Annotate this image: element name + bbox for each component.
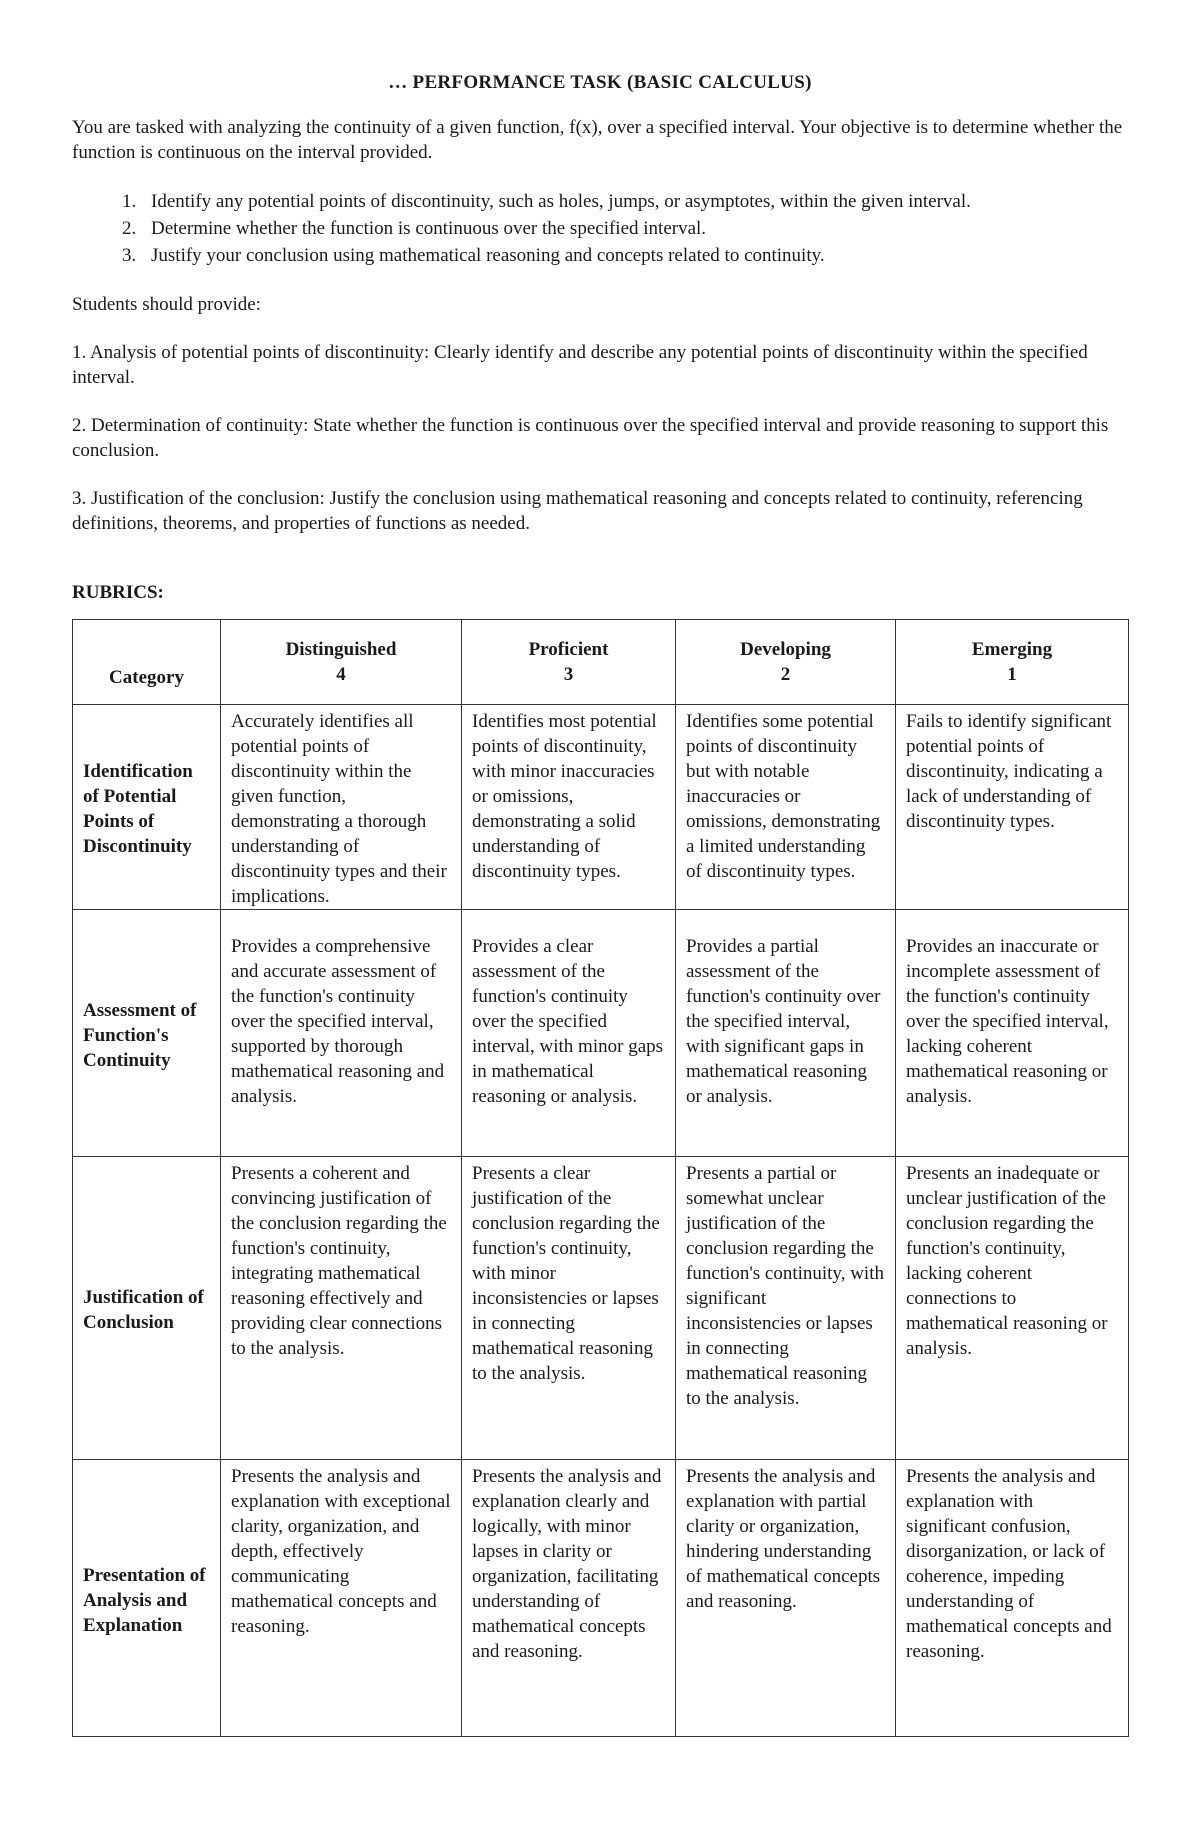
page-title: … PERFORMANCE TASK (BASIC CALCULUS) <box>388 72 812 93</box>
criterion-cell: Presents the analysis and explanation with exceptional clarity, organization, and depth, effectively communicating mathematical concepts and reasoning. <box>221 1460 462 1737</box>
criterion-cell: Presents the analysis and explanation with significant confusion, disorganization, or lack of coherence, impeding understanding of mathematical concepts and reasoning. <box>896 1460 1129 1737</box>
requirement-paragraph: 2. Determination of continuity: State whether the function is continuous over the specified interval and provide reasoning to support this conclusion. <box>72 415 1109 461</box>
rubric-row-presentation <box>73 1460 1129 1737</box>
document-page <box>72 70 1128 1737</box>
criterion-cell: Presents the analysis and explanation clearly and logically, with minor lapses in clarity or organization, facilitating understanding of mathematical concepts and reasoning. <box>462 1460 676 1737</box>
level-header-developing <box>676 620 896 705</box>
level-header-proficient <box>462 620 676 705</box>
criterion-cell: Provides a clear assessment of the function's continuity over the specified interval, with minor gaps in mathematical reasoning or analysis. <box>462 910 676 1157</box>
criterion-cell: Presents a clear justification of the conclusion regarding the function's continuity, with minor inconsistencies or lapses in connecting mathematical reasoning to the analysis. <box>462 1157 676 1460</box>
criterion-cell: Identifies some potential points of discontinuity but with notable inaccuracies or omissions, demonstrating a limited understanding of discontinuity types. <box>676 705 896 910</box>
rubric-row-identification <box>73 705 1129 910</box>
category-cell: Assessment of Function's Continuity <box>73 910 221 1157</box>
level-name: Distinguished <box>285 639 397 660</box>
level-name: Developing <box>740 639 831 660</box>
criterion-cell: Provides an inaccurate or incomplete assessment of the function's continuity over the specified interval, lacking coherent mathematical reasoning or analysis. <box>896 910 1129 1157</box>
category-cell: Justification of Conclusion <box>73 1157 221 1460</box>
level-score: 2 <box>780 664 791 685</box>
requirement-paragraph: 1. Analysis of potential points of discontinuity: Clearly identify and describe any potential points of discontinuity within the specified interval. <box>72 342 1088 388</box>
category-cell: Presentation of Analysis and Explanation <box>73 1460 221 1737</box>
level-score: 1 <box>1007 664 1017 685</box>
rubric-row-justification <box>73 1157 1129 1460</box>
task-item: 2. Determine whether the function is continuous over the specified interval. <box>141 215 1128 242</box>
level-header-emerging <box>896 620 1129 705</box>
level-name: Proficient <box>528 639 609 660</box>
criterion-cell: Provides a comprehensive and accurate assessment of the function's continuity over the specified interval, supported by thorough mathematical reasoning and analysis. <box>221 910 462 1157</box>
task-item: 1. Identify any potential points of discontinuity, such as holes, jumps, or asymptotes, within the given interval. <box>141 188 1128 215</box>
rubric-table <box>72 619 1129 1737</box>
students-label: Students should provide: <box>72 294 261 315</box>
criterion-cell: Presents the analysis and explanation with partial clarity or organization, hindering understanding of mathematical concepts and reasoning. <box>676 1460 896 1737</box>
criterion-cell: Identifies most potential points of discontinuity, with minor inaccuracies or omissions, demonstrating a solid understanding of discontinuity types. <box>462 705 676 910</box>
criterion-cell: Presents a partial or somewhat unclear justification of the conclusion regarding the function's continuity, with significant inconsistencies or lapses in connecting mathematical reasoning to the analysis. <box>676 1157 896 1460</box>
level-score: 3 <box>563 664 574 685</box>
rubric-row-assessment <box>73 910 1129 1157</box>
rubric-header-row <box>73 620 1129 705</box>
criterion-cell: Fails to identify significant potential points of discontinuity, indicating a lack of understanding of discontinuity types. <box>896 705 1129 910</box>
level-name: Emerging <box>971 639 1053 660</box>
task-item: 3. Justify your conclusion using mathematical reasoning and concepts related to continuity. <box>141 242 1128 269</box>
criterion-cell: Accurately identifies all potential points of discontinuity within the given function, demonstrating a thorough understanding of discontinuity types and their implications. <box>221 705 462 910</box>
rubrics-heading: RUBRICS: <box>72 582 164 603</box>
criterion-cell: Presents a coherent and convincing justification of the conclusion regarding the function's continuity, integrating mathematical reasoning effectively and providing clear connections to the analysis. <box>221 1157 462 1460</box>
intro-paragraph: You are tasked with analyzing the continuity of a given function, f(x), over a specified interval. Your objective is to determine whether the function is continuous on the interval provided. <box>72 117 1123 163</box>
category-cell: Identification of Potential Points of Discontinuity <box>73 705 221 910</box>
category-header: Category <box>73 620 221 705</box>
task-list <box>72 188 1128 269</box>
level-header-distinguished <box>221 620 462 705</box>
level-score: 4 <box>336 664 346 685</box>
criterion-cell: Presents an inadequate or unclear justification of the conclusion regarding the function's continuity, lacking coherent connections to mathematical reasoning or analysis. <box>896 1157 1129 1460</box>
requirement-paragraph: 3. Justification of the conclusion: Justify the conclusion using mathematical reasoning and concepts related to continuity, referencing definitions, theorems, and properties of functions as needed. <box>72 488 1083 534</box>
criterion-cell: Provides a partial assessment of the function's continuity over the specified interval, with significant gaps in mathematical reasoning or analysis. <box>676 910 896 1157</box>
